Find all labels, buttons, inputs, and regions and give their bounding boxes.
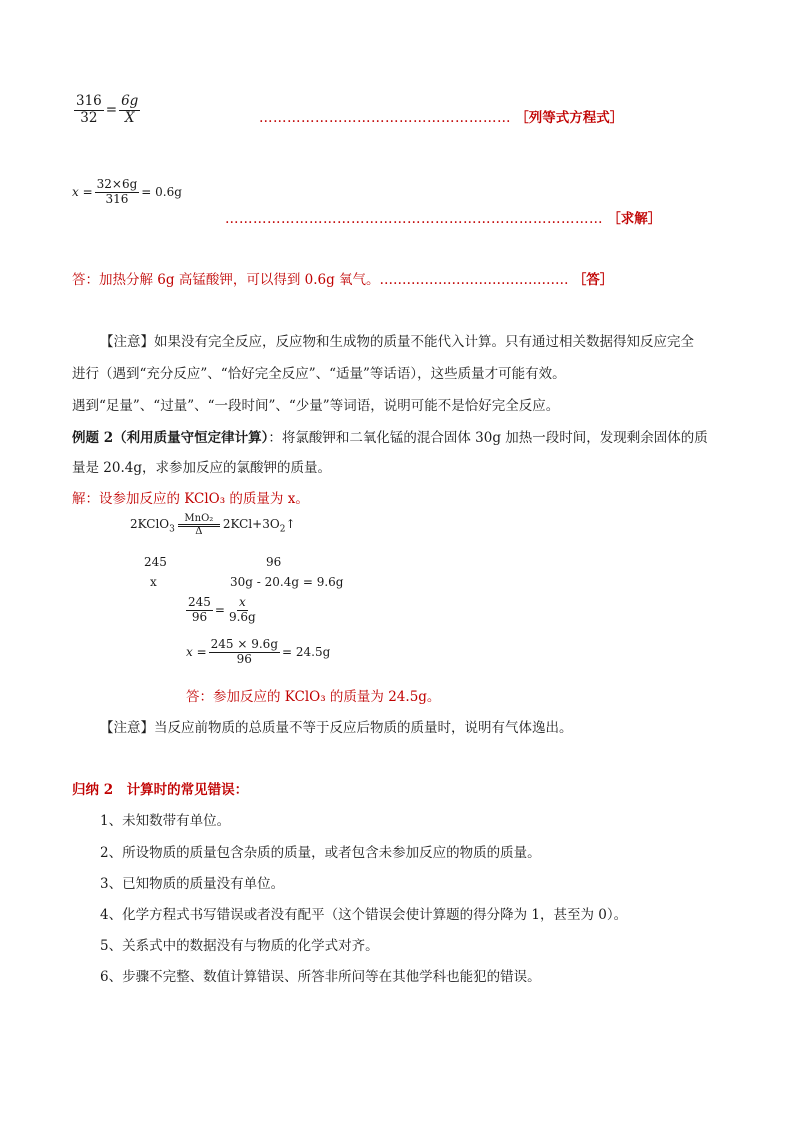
fraction-numerator: 316 xyxy=(76,93,102,109)
step1-annotation xyxy=(259,106,623,126)
reactant-formula: 2KClO xyxy=(130,516,170,531)
leader-dots: ……………………………………………… xyxy=(259,110,511,126)
chemical-equation xyxy=(130,514,296,537)
catalyst-label: MnO₂ xyxy=(184,513,214,524)
subscript: 2 xyxy=(279,524,286,535)
example-line-1 xyxy=(72,426,708,446)
solution-answer: 答：参加反应的 KClO₃ 的质量为 24.5g。 xyxy=(186,689,441,705)
equals-sign: = xyxy=(105,102,118,119)
step-tag: ［列等式方程式］ xyxy=(515,110,624,126)
summary-item: 2、所设物质的质量包含杂质的质量，或者包含未参加反应的物质的质量。 xyxy=(100,845,541,861)
heat-condition: Δ xyxy=(195,526,203,537)
subscript: 3 xyxy=(169,524,175,535)
summary-item: 4、化学方程式书写错误或者没有配平（这个错误会使计算题的得分降为 1，甚至为 0）。 xyxy=(100,907,628,923)
equation-prefix: x = xyxy=(186,645,207,660)
leader-dots: ……………………………………………………………………… xyxy=(225,211,603,227)
note-2: 【注意】当反应前物质的总质量不等于反应后物质的质量时，说明有气体逸出。 xyxy=(100,720,573,736)
fraction-denominator: 316 xyxy=(105,191,129,206)
reactant xyxy=(130,517,175,534)
answer-line xyxy=(72,268,613,288)
fraction-right xyxy=(227,596,258,625)
molar-mass-2: 96 xyxy=(266,555,282,569)
example-text: ：将氯酸钾和二氧化锰的混合固体 30g 加热一段时间，发现剩余固体的质 xyxy=(268,430,708,446)
equals-sign: = xyxy=(214,603,225,618)
note-line-3: 遇到“足量”、“过量”、“一段时间”、“少量”等词语，说明可能不是恰好完全反应。 xyxy=(72,398,560,414)
fraction-numerator: x xyxy=(238,595,246,609)
summary-title: 归纳 2 计算时的常见错误： xyxy=(72,782,249,798)
fraction-numerator: 245 × 9.6g xyxy=(210,637,278,651)
variable-x: x xyxy=(150,575,157,589)
fraction-denominator: 96 xyxy=(236,651,252,666)
summary-item: 5、关系式中的数据没有与物质的化学式对齐。 xyxy=(100,938,379,954)
summary-item: 1、未知数带有单位。 xyxy=(100,813,231,829)
equation-prefix: x = xyxy=(72,185,93,200)
fraction xyxy=(209,638,280,667)
molar-mass-1: 245 xyxy=(144,555,167,569)
fraction-numerator: 32×6g xyxy=(96,177,138,191)
step-tag: ［答］ xyxy=(572,272,614,288)
summary-item: 6、步骤不完整、数值计算错误、所答非所问等在其他学科也能犯的错误。 xyxy=(100,969,541,985)
product xyxy=(223,517,296,534)
reaction-arrow xyxy=(178,514,220,537)
equation-result: = 24.5g xyxy=(282,645,331,660)
equation-result: = 0.6g xyxy=(141,185,182,200)
fraction-left xyxy=(74,94,104,126)
fraction-left xyxy=(186,596,213,625)
summary-item: 3、已知物质的质量没有单位。 xyxy=(100,876,285,892)
gas-up-arrow-icon: ↑ xyxy=(285,516,296,531)
fraction-denominator: 96 xyxy=(191,609,208,624)
fraction xyxy=(95,178,140,207)
fraction-denominator: X xyxy=(124,109,135,126)
fraction-right xyxy=(119,94,140,126)
step-tag: ［求解］ xyxy=(607,211,662,227)
step2-annotation xyxy=(225,207,661,227)
fraction-numerator: 6g xyxy=(121,93,139,109)
fraction-denominator: 9.6g xyxy=(228,609,256,624)
note-line-2: 进行（遇到“充分反应”、“恰好完全反应”、“适量”等话语），这些质量才可能有效。 xyxy=(72,366,566,382)
fraction-denominator: 32 xyxy=(80,109,98,126)
oxygen-mass: 30g - 20.4g = 9.6g xyxy=(230,575,344,589)
fraction-numerator: 245 xyxy=(188,595,211,609)
step1-equation xyxy=(74,94,140,126)
solution-intro: 解：设参加反应的 KClO₃ 的质量为 x。 xyxy=(72,491,309,507)
proportion-equation xyxy=(186,596,258,625)
example-title: 例题 2（利用质量守恒定律计算） xyxy=(72,430,269,446)
answer-text: 答：加热分解 6g 高锰酸钾，可以得到 0.6g 氧气。…………………………………… xyxy=(72,272,569,288)
step2-equation xyxy=(72,178,182,207)
example-line-2: 量是 20.4g，求参加反应的氯酸钾的质量。 xyxy=(72,460,331,476)
product-formula: 2KCl+3O xyxy=(222,516,280,531)
note-line-1: 【注意】如果没有完全反应，反应物和生成物的质量不能代入计算。只有通过相关数据得知反应完全 xyxy=(100,334,694,350)
calculation-equation xyxy=(186,638,330,667)
